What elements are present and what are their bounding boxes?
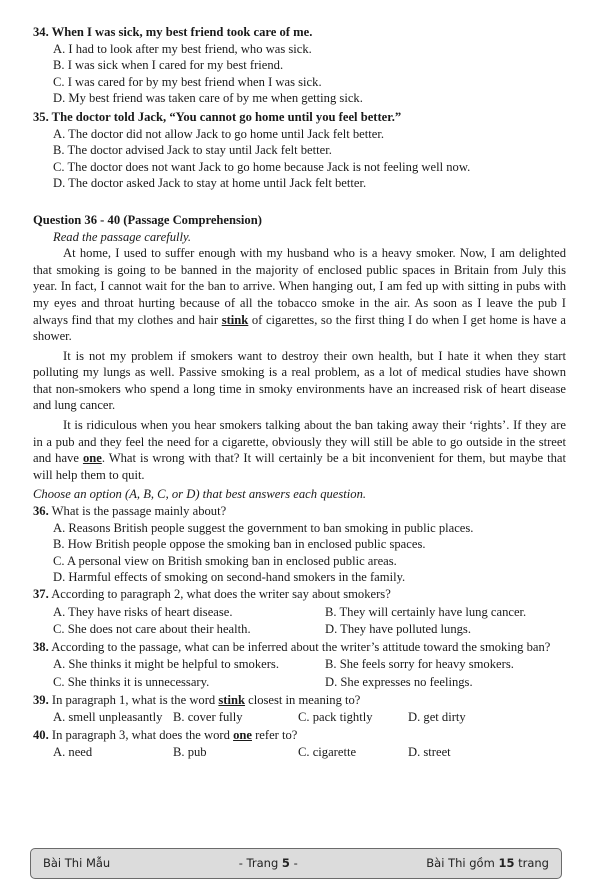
question-39 [33,692,566,726]
footer-page-suffix: - [289,856,298,871]
question-34 [33,24,566,107]
underlined-word-one: one [82,451,102,466]
option-39-b: B. cover fully [173,710,243,725]
option-37-b: B. They will certainly have lung cancer. [325,604,527,619]
exam-page [33,24,566,762]
page-footer [30,848,562,879]
option-35-d: D. The doctor asked Jack to stay at home until Jack felt better. [53,176,367,191]
paragraph-3-text-a: It is ridiculous when you hear smokers talking about the ban taking away their ‘rights’. If they are in a pub and they feel the need for a cigarette, obviously they will still be able to go outside in the street and have [33,418,566,466]
options-37-row-2 [33,621,566,638]
option-36-b: B. How British people oppose the smoking ban in enclosed public spaces. [53,537,426,552]
passage-paragraph-1 [33,245,566,345]
question-40-underlined-word: one [233,727,252,742]
question-39-text-a: In paragraph 1, what is the word [48,692,219,707]
question-35 [33,109,566,192]
option-40-c: C. cigarette [298,745,357,760]
footer-exam-name: Bài Thi Mẫu [43,856,111,871]
question-39-stem [33,692,566,709]
passage-paragraph-3 [33,417,566,483]
question-37-stem [33,586,566,603]
footer-page-number: 5 [281,856,290,871]
question-35-title: 35. The doctor told Jack, “You cannot go home until you feel better.” [33,109,402,124]
options-37-row-1 [33,604,566,621]
question-38-text: According to the passage, what can be inferred about the writer’s attitude toward the smoking ban? [48,639,551,654]
question-39-number: 39. [33,692,49,707]
option-40-a: A. need [53,745,93,760]
option-34-a: A. I had to look after my best friend, who was sick. [53,41,312,56]
option-40-d: D. street [408,745,451,760]
option-38-a: A. She thinks it might be helpful to smokers. [53,657,279,672]
section-heading: Question 36 - 40 (Passage Comprehension) [33,212,262,227]
question-40-number: 40. [33,727,49,742]
option-34-c: C. I was cared for by my best friend when I was sick. [53,74,322,89]
passage-paragraph-2: It is not my problem if smokers want to destroy their own health, but I hate it when they start polluting my lungs as well. Passive smoking is a real problem, as a lot of medical studies have shown that non-smokers who spend a long time in smoky environments have an increased risk of heart disease and lung cancer. [33,348,566,413]
option-34-b: B. I was sick when I cared for my best friend. [53,58,284,73]
question-38 [33,639,566,691]
choose-instruction: Choose an option (A, B, C, or D) that best answers each question. [33,487,367,502]
question-37 [33,586,566,638]
option-39-c: C. pack tightly [298,710,373,725]
footer-total-number: 15 [498,856,515,871]
question-36-text: What is the passage mainly about? [48,504,227,519]
option-35-c: C. The doctor does not want Jack to go home because Jack is not feeling well now. [53,159,471,174]
options-38-row-1 [33,656,566,673]
option-38-c: C. She thinks it is unnecessary. [53,674,210,689]
option-36-c: C. A personal view on British smoking ban in enclosed public areas. [53,553,397,568]
footer-page-indicator [239,855,298,872]
footer-page-prefix: - Trang [238,856,282,871]
question-36-stem [33,503,566,520]
paragraph-1-text-b: of cigarettes, so the first thing I do when I get home is have a shower. [33,312,566,344]
question-39-text-b: closest in meaning to? [244,692,361,707]
option-35-b: B. The doctor advised Jack to stay until Jack felt better. [53,143,332,158]
question-40-text-b: refer to? [251,727,298,742]
question-37-number: 37. [33,587,49,601]
question-38-number: 38. [33,639,49,654]
option-38-d: D. She expresses no feelings. [325,674,473,689]
option-39-a: A. smell unpleasantly [53,710,163,725]
paragraph-1-text-a: At home, I used to suffer enough with my husband who is a heavy smoker. Now, I am delighted that smoking is going to be banned in the majority of enclosed public spaces in Britain from July this year. In fact, I cannot wait for the ban to arrive. When hanging out, I am fed up with sitting in pubs with my eyes and throat hurting because of all the tobacco smoke in the air. As soon as I leave the pub I always find that my clothes and hair [33,246,566,327]
option-34-d: D. My best friend was taken care of by me when getting sick. [53,91,363,106]
footer-total-pages [426,855,549,872]
option-37-d: D. They have polluted lungs. [325,622,471,637]
option-35-a: A. The doctor did not allow Jack to go home until Jack felt better. [53,126,384,141]
option-36-d: D. Harmful effects of smoking on second-hand smokers in the family. [53,570,406,585]
option-37-c: C. She does not care about their health. [53,622,251,637]
options-39-row [33,709,566,726]
option-38-b: B. She feels sorry for heavy smokers. [325,657,514,672]
reading-instruction: Read the passage carefully. [53,229,192,244]
options-38-row-2 [33,674,566,691]
options-40-row [33,744,566,761]
question-38-stem [33,639,566,656]
question-40-stem [33,727,566,744]
question-39-underlined-word: stink [218,692,245,707]
option-39-d: D. get dirty [408,710,466,725]
option-37-a: A. They have risks of heart disease. [53,604,233,619]
question-34-title: 34. When I was sick, my best friend took care of me. [33,25,313,39]
question-40-text-a: In paragraph 3, what does the word [48,727,234,742]
option-36-a: A. Reasons British people suggest the government to ban smoking in public places. [53,520,474,535]
question-36 [33,503,566,586]
underlined-word-stink: stink [221,312,249,327]
option-40-b: B. pub [173,745,207,760]
question-37-text: According to paragraph 2, what does the writer say about smokers? [48,587,391,601]
footer-total-suffix: trang [514,856,549,871]
paragraph-3-text-b: . What is wrong with that? It will certainly be a bit inconvenient for them, but maybe that will help them to quit. [33,451,566,482]
question-36-number: 36. [33,504,49,519]
question-40 [33,727,566,761]
footer-total-prefix: Bài Thi gồm [426,856,499,871]
